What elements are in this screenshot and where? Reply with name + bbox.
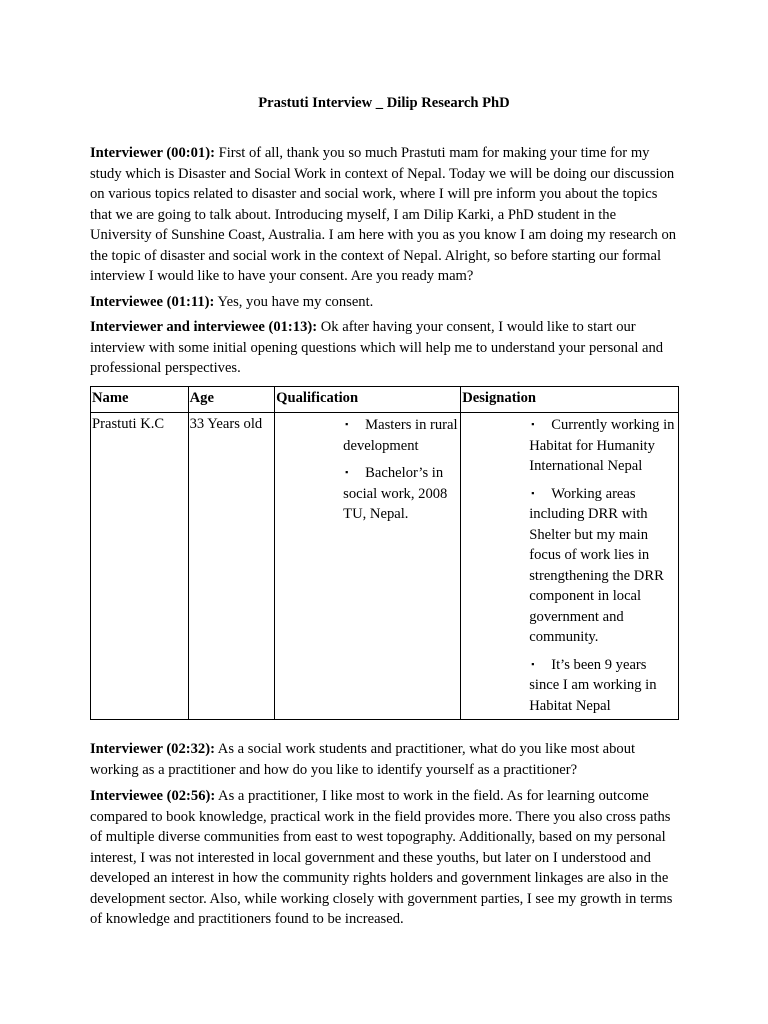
table-row: [91, 413, 679, 720]
paragraph-interviewee-0256: [90, 786, 680, 930]
square-bullet-icon: ▪: [531, 658, 535, 669]
paragraph-text: Ok after having your consent, I would like to start our interview with some initial opening questions which will help me to understand your personal and professional perspectives.: [90, 319, 664, 376]
header-name: Name: [91, 387, 189, 413]
paragraph-interviewee-0111: [90, 292, 680, 313]
table-header-row: [91, 387, 679, 413]
profile-table: [90, 386, 679, 720]
square-bullet-icon: ▪: [345, 467, 349, 477]
header-designation: Designation: [461, 387, 679, 413]
speaker-label: Interviewee (02:56):: [90, 788, 216, 804]
square-bullet-icon: ▪: [531, 487, 535, 498]
speaker-label: Interviewee (01:11):: [90, 294, 215, 310]
cell-qualification: [275, 413, 461, 720]
square-bullet-icon: ▪: [531, 419, 535, 429]
list-item: ▪ Masters in rural development: [343, 414, 459, 456]
list-item: ▪ It’s been 9 years since I am working in Habitat Nepal: [529, 654, 677, 717]
paragraph-text: Yes, you have my consent.: [214, 294, 374, 310]
paragraph-interviewer-0232: [90, 739, 680, 780]
speaker-label: Interviewer and interviewee (01:13):: [90, 319, 318, 335]
square-bullet-icon: ▪: [345, 419, 349, 429]
paragraph-text: As a practitioner, I like most to work in the field. As for learning outcome compared to book knowledge, practical work in the field provides more. There you also cross paths of multiple diverse communities from east to west topography. Additionally, based on my personal interest, I was not interested in local government and these youths, but later on I understood and developed an interest in how the community rights holders and government linkages are also in the development sector. Also, while working closely with government parties, I see my growth in terms of knowledge and practitioners found to be increased.: [90, 788, 673, 927]
cell-designation: [461, 413, 679, 720]
list-item: ▪ Currently working in Habitat for Humanity International Nepal: [529, 414, 677, 477]
document-title: Prastuti Interview _ Dilip Research PhD: [258, 95, 510, 111]
cell-name: Prastuti K.C: [91, 413, 189, 720]
paragraph-interviewer-0001: [90, 143, 680, 287]
list-item: ▪ Bachelor’s in social work, 2008 TU, Nepal.: [343, 462, 459, 525]
list-item: ▪ Working areas including DRR with Shelter but my main focus of work lies in strengthening the DRR component in local government and community.: [529, 483, 677, 648]
header-qualification: Qualification: [275, 387, 461, 413]
speaker-label: Interviewer (00:01):: [90, 145, 215, 161]
paragraph-text: As a social work students and practitioner, what do you like most about working as a practitioner and how do you like to identify yourself as a practitioner?: [90, 741, 636, 778]
header-age: Age: [188, 387, 275, 413]
speaker-label: Interviewer (02:32):: [90, 741, 215, 757]
cell-age: 33 Years old: [188, 413, 275, 720]
qualification-list: [276, 414, 459, 525]
paragraph-text: First of all, thank you so much Prastuti mam for making your time for my study which is Disaster and Social Work in context of Nepal. Today we will be doing our discussion on various topics related to disaster and social work, where I will pre inform you about the topics that we are going to talk about. Introducing myself, I am Dilip Karki, a PhD student in the University of Sunshine Coast, Australia. I am here with you as you know I am doing my research on the topic of disaster and social work in the context of Nepal. Alright, so before starting our formal interview I would like to have your consent. Are you ready mam?: [90, 145, 677, 284]
designation-list: [462, 414, 677, 716]
paragraph-interviewer-and-interviewee-0113: [90, 317, 680, 379]
